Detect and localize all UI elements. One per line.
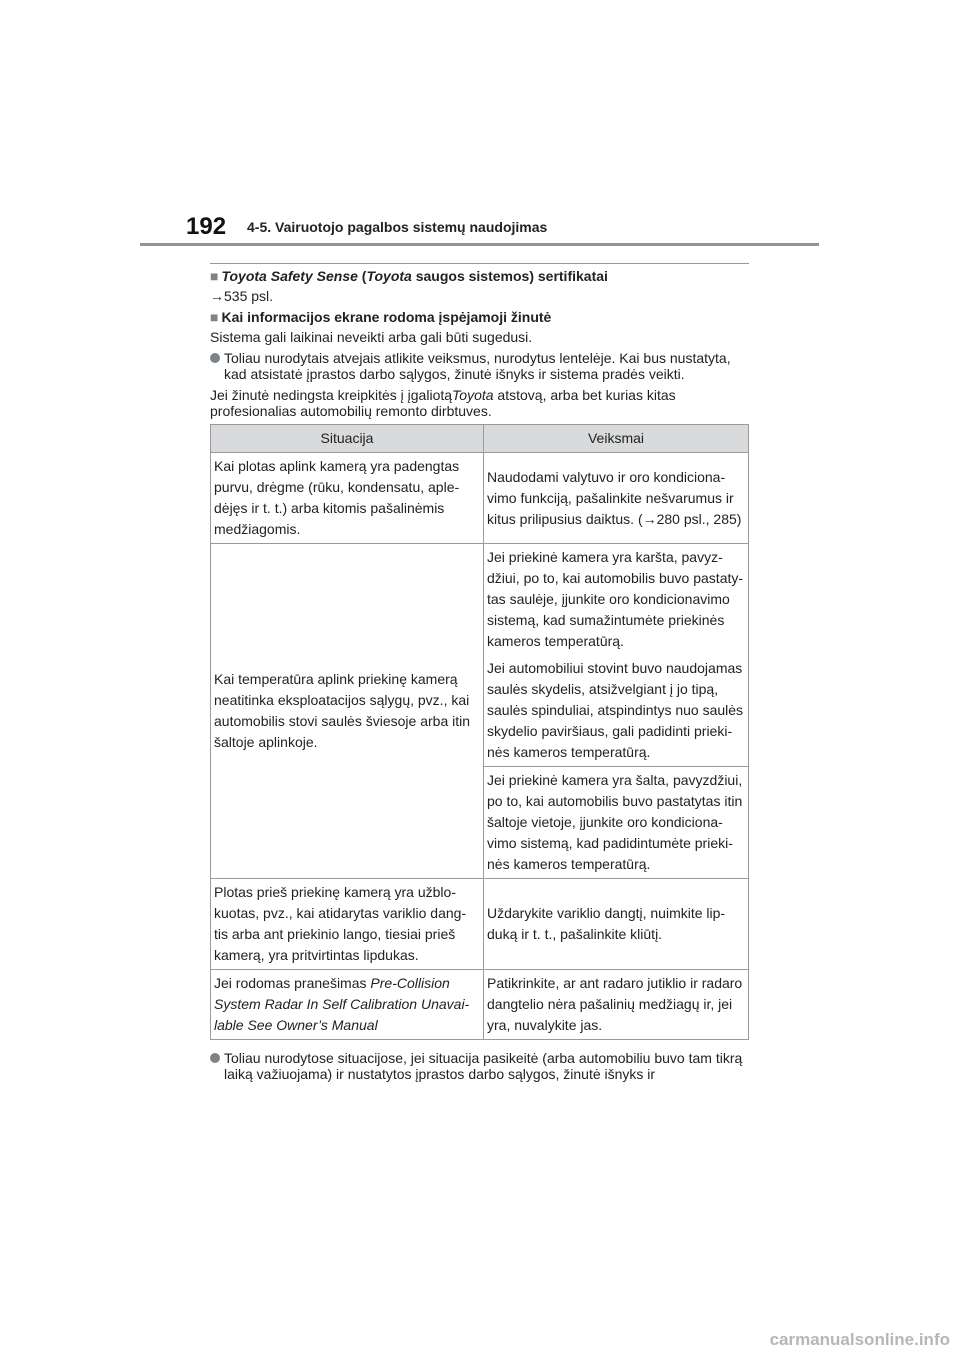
intro-text: Sistema gali laikinai neveikti arba gali būti sugedusi. (210, 329, 533, 345)
heading-mid: ( (357, 268, 367, 284)
section-rule (210, 263, 749, 264)
round-bullet-icon (210, 353, 220, 363)
situation-cell: Kai temperatūra aplink priekinę kamerą neatitinka eksploatacijos sąlygų, pvz., kai automobilis stovi saulės šviesoje arba itin šaltoje aplinkoje. (211, 544, 484, 879)
chapter-title: 4-5. Vairuotojo pagalbos sistemų naudojimas (247, 219, 548, 235)
situation-table (210, 424, 749, 1040)
bullet-text: Toliau nurodytose situacijose, jei situacija pasikeitė (arba automobiliu buvo tam tikrą laiką važiuojama) ir nustatytos įprastos darbo sąlygos, žinutė išnyks ir (224, 1050, 743, 1082)
action-cell: Naudodami valytuvo ir oro kondiciona-vimo funkciją, pašalinkite nešvarumus ir kitus prilipusius daiktus. (→280 psl., 285) (484, 453, 749, 544)
action-cell: Patikrinkite, ar ant radaro jutiklio ir radaro dangtelio nėra pašalinių medžiagų ir, jei yra, nuvalykite jas. (484, 970, 749, 1040)
action-cell (484, 544, 749, 767)
situation-plain: Jei rodomas pranešimas (214, 975, 371, 991)
section-heading-warning (210, 309, 750, 325)
header-rule (140, 243, 819, 246)
heading-italic-1: Toyota Safety Sense (221, 268, 358, 284)
situation-cell: Kai plotas aplink kamerą yra padengtas purvu, drėgme (rūku, kondensatu, aple-dėjęs ir t. t.) arba kitomis pašalinėmis medžiagomis. (211, 453, 484, 544)
heading-rest: saugos sistemos) sertifikatai (411, 268, 608, 284)
action-paragraph: Jei priekinė kamera yra karšta, pavyz-džiui, po to, kai automobilis buvo pastaty-tas saulėje, įjunkite oro kondicionavimo sistemą, kad sumažintumėte priekinės kameros temperatūrą. (487, 549, 744, 649)
column-header-situation: Situacija (211, 425, 484, 453)
column-header-actions: Veiksmai (484, 425, 749, 453)
action-cell: Uždarykite variklio dangtį, nuimkite lip-duką ir t. t., pašalinkite kliūtį. (484, 879, 749, 970)
bullet-text: Toliau nurodytais atvejais atlikite veiksmus, nurodytus lentelėje. Kai bus nustatyta, kad atsistatė įprastos darbo sąlygos, žinutė išnyks ir sistema pradės veikti. (224, 350, 731, 382)
bullet-item (210, 1050, 750, 1082)
note-before: Jei žinutė nedingsta kreipkitės į įgaliotą (210, 387, 453, 403)
heading-italic-2: Toyota (366, 268, 412, 284)
bullet-item (210, 350, 750, 382)
square-bullet-icon: ■ (210, 309, 219, 325)
note-brand: Toyota (452, 387, 494, 403)
table-row (211, 970, 749, 1040)
action-cell: Jei priekinė kamera yra šalta, pavyzdžiui, po to, kai automobilis buvo pastatytas itin šaltoje vietoje, įjunkite oro kondiciona-vimo sistemą, kad padidintumėte prieki-nės kameros temperatūrą. (484, 767, 749, 879)
page-number: 192 (186, 213, 227, 240)
square-bullet-icon: ■ (210, 268, 219, 284)
table-row (211, 879, 749, 970)
table-row (211, 453, 749, 544)
table-row (211, 544, 749, 767)
situation-cell: Plotas prieš priekinę kamerą yra užblo-kuotas, pvz., kai atidarytas variklio dang-tis arba ant priekinio lango, tiesiai prieš kamerą, yra pritvirtintas lipdukas. (211, 879, 484, 970)
round-bullet-icon (210, 1053, 220, 1063)
action-paragraph: Jei automobiliui stovint buvo naudojamas saulės skydelis, atsižvelgiant į jo tipą, saulės spinduliai, atspindintys nuo saulės skydelio paviršiaus, gali padidinti prieki-nės kameros temperatūrą. (487, 660, 744, 760)
table-header-row (211, 425, 749, 453)
section-heading-certificates (210, 268, 750, 284)
situation-message: Pre-Collision System Radar In Self Calibration Unavai-lable See Owner’s Manual (214, 975, 470, 1033)
note-after: atstovą, arba bet kurias kitas profesionalias automobilių remonto dirbtuves. (210, 387, 676, 419)
page-reference-link[interactable]: →535 psl. (210, 288, 274, 304)
dealer-note (210, 387, 750, 419)
watermark-link[interactable]: carmanualsonline.info (769, 1330, 950, 1349)
page-content (210, 268, 750, 1087)
situation-cell (211, 970, 484, 1040)
heading-warning-text: Kai informacijos ekrane rodoma įspėjamoji žinutė (221, 309, 552, 325)
